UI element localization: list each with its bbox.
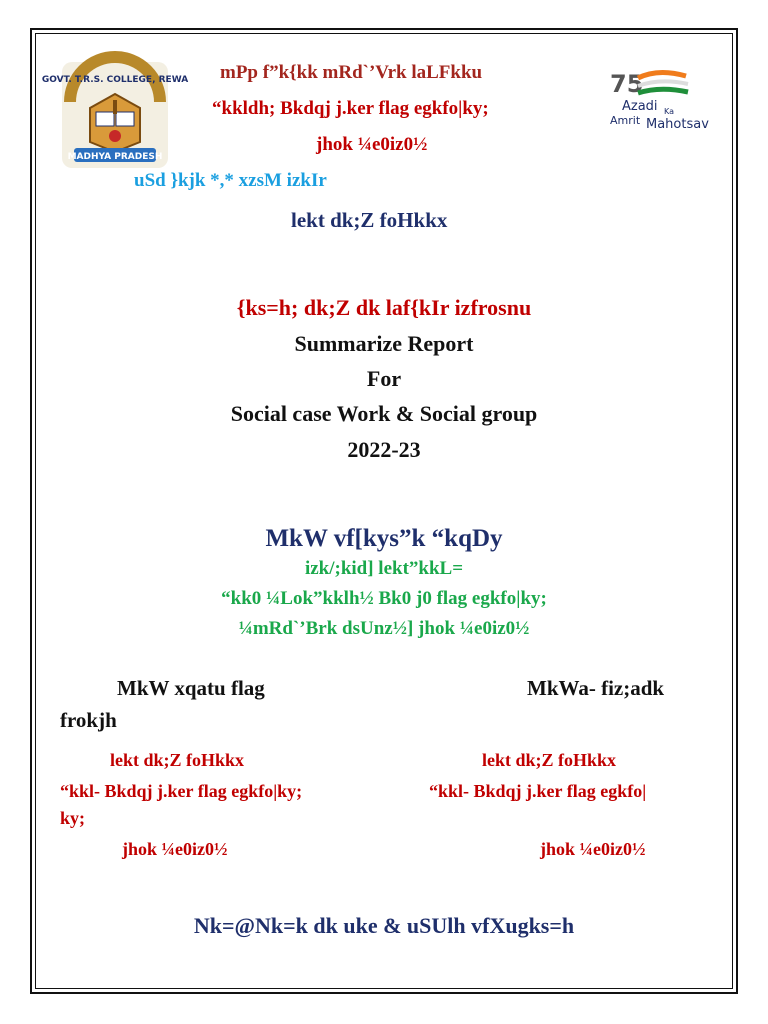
guide-right-department: lekt dk;Z foHkkx [482,750,617,770]
header-department: lekt dk;Z foHkkx [291,208,448,232]
principal-college: “kk0 ¼Lok”kklh½ Bk0 j0 flag egkfo|ky; [221,588,547,609]
guide-right-college: “kkl- Bkdqj j.ker flag egkfo| [429,781,647,801]
header-college-name: “kkldh; Bkdqj j.ker flag egkfo|ky; [212,98,489,119]
guide-left-name: MkW xqatu flag [117,676,265,700]
amrit-text: Amrit [610,114,641,127]
svg-text:75: 75 [610,70,644,98]
report-title-for: For [366,366,402,391]
report-year: 2022-23 [347,437,421,462]
azadi-ka-text: Ka [664,107,675,116]
report-hindi-title: {ks=h; dk;Z dk laf{kIr izfrosnu [236,295,532,320]
principal-designation: izk/;kid] lekt”kkL= [304,558,464,579]
guide-right-name-cont: frokjh [60,708,117,732]
azadi-ka-amrit-mahotsav-logo-icon [608,68,714,134]
header-naac-grade: uSd }kjk *,* xzsM izkIr [134,170,327,191]
header-city: jhok ¼e0iz0½ [316,134,428,155]
guide-right-name: MkWa- fiz;adk [527,676,665,700]
college-logo-text: GOVT. T.R.S. COLLEGE, REWA [41,75,189,85]
guide-left-department: lekt dk;Z foHkkx [110,750,245,770]
header-line-1: mPp f”k{kk mRd`’Vrk laLFkku [220,62,483,83]
college-emblem-icon [41,60,189,170]
report-subject: Social case Work & Social group [230,401,538,426]
college-logo-banner: MADHYA PRADESH [67,152,163,162]
mahotsav-text: Mahotsav [646,117,709,132]
principal-name: MkW vf[kys”k “kqDy [265,525,503,552]
azadi-text: Azadi [622,99,658,114]
guide-left-city: jhok ¼e0iz0½ [122,839,228,859]
guide-right-college-cont: ky; [60,808,86,828]
principal-college-city: ¼mRd`’Brk dsUnz½] jhok ¼e0iz0½ [238,618,530,639]
report-title: Summarize Report [294,331,474,356]
student-name-line: Nk=@Nk=k dk uke & uSUlh vfXugks=h [193,913,575,938]
guide-left-college: “kkl- Bkdqj j.ker flag egkfo|ky; [60,781,303,801]
guide-right-city: jhok ¼e0iz0½ [540,839,646,859]
